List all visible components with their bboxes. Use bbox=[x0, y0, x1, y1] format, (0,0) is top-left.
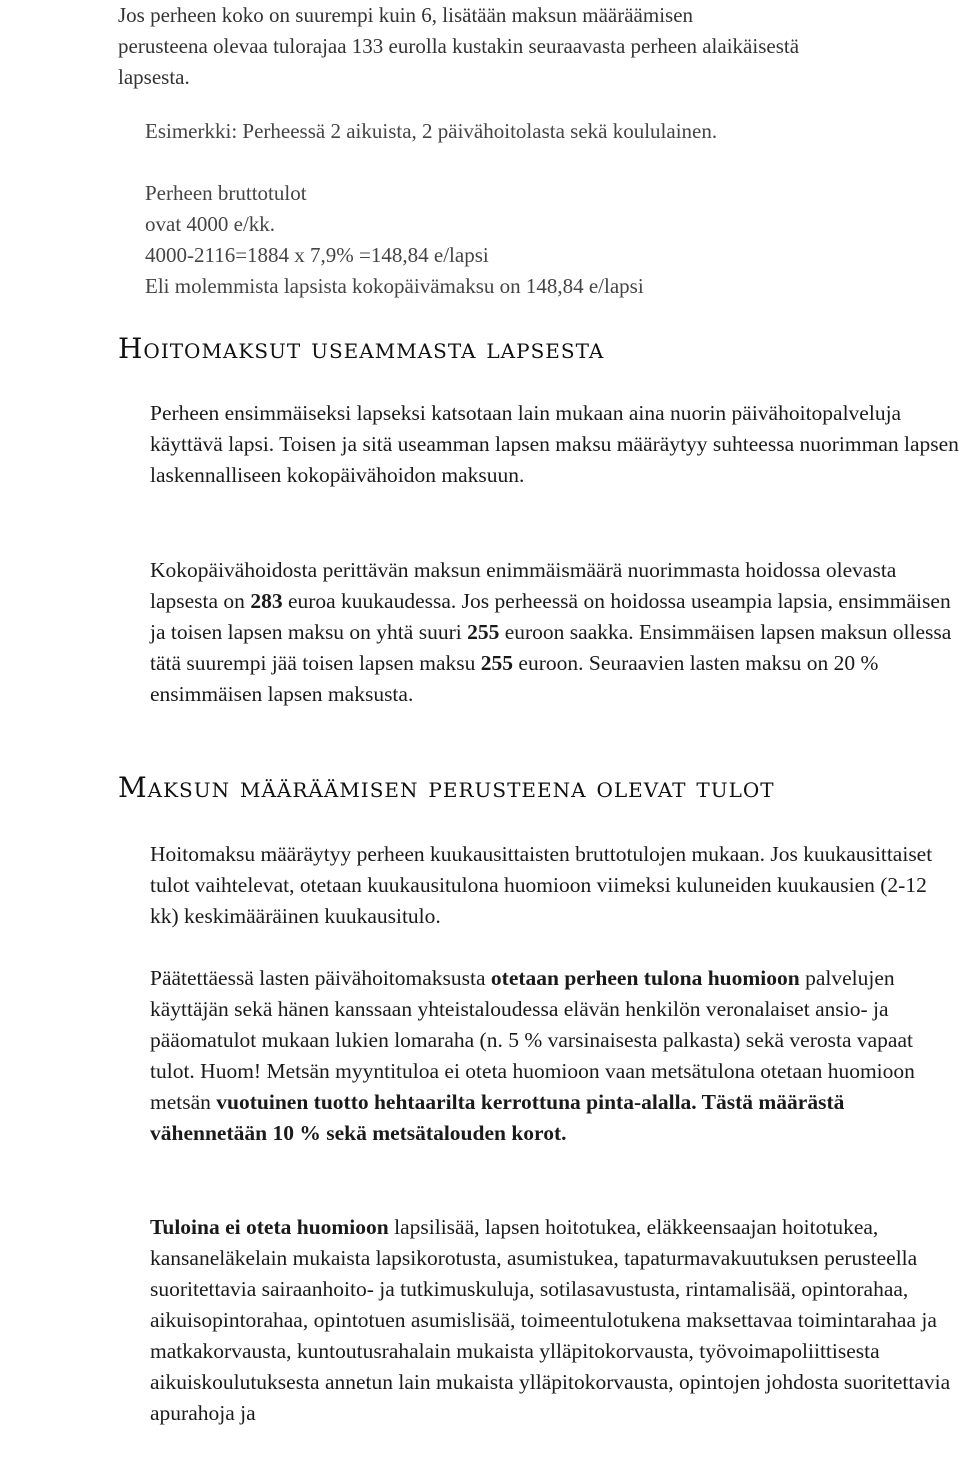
text-run: euroa kuukaudessa. Jos perheessä on hoidossa useampia lapsia, ensimmäisen ja toisen lapsen maksu on yhtä suuri bbox=[150, 589, 951, 644]
text-run: Kokopäivähoidosta perittävän maksun enimmäismäärä nuorimmasta hoidossa olevasta lapsesta on bbox=[150, 558, 897, 613]
intro-line: lapsesta. bbox=[118, 65, 190, 89]
example-line: 4000-2116=1884 x 7,9% =148,84 e/lapsi bbox=[145, 243, 489, 267]
text-run: Päätettäessä lasten päivähoitomaksusta bbox=[150, 966, 491, 990]
section-heading-multiple-children: Hoitomaksut useammasta lapsesta bbox=[118, 332, 605, 365]
intro-line: Jos perheen koko on suurempi kuin 6, lisätään maksun määräämisen bbox=[118, 3, 694, 27]
bold-run: otetaan perheen tulona huomioon bbox=[490, 966, 800, 990]
intro-line: perusteena olevaa tulorajaa 133 eurolla kustakin seuraavasta perheen alaikäisestä bbox=[118, 34, 800, 58]
example-line: Perheen bruttotulot bbox=[145, 181, 307, 205]
bold-run: vuotuinen tuotto hehtaarilta kerrottuna pinta-alalla. Tästä määrästä vähennetään 10 % sekä metsätalouden korot. bbox=[150, 1090, 845, 1145]
intro-paragraph bbox=[118, 0, 948, 93]
text-run: palvelujen käyttäjän sekä hänen kanssaan yhteistaloudessa elävän henkilön veronalaiset ansio- ja pääomatulot mukaan lukien lomaraha (n. 5 % varsinaisesta palkasta) sekä verosta vapaat tulot. Huom! Metsän myyntituloa ei oteta huomioon vaan metsätulona otetaan huomioon metsän bbox=[150, 966, 915, 1114]
example-title: Esimerkki: Perheessä 2 aikuista, 2 päivähoitolasta sekä koululainen. bbox=[145, 119, 718, 143]
text-run: euroon saakka. Ensimmäisen lapsen maksun ollessa tätä suurempi jää toisen lapsen maksu bbox=[150, 620, 952, 675]
amount-255: 255 bbox=[467, 620, 500, 644]
section-heading-income: Maksun määräämisen perusteena olevat tulot bbox=[118, 771, 775, 804]
example-calc bbox=[145, 178, 945, 302]
bold-run: Tuloina ei oteta huomioon bbox=[150, 1215, 389, 1239]
amount-255: 255 bbox=[480, 651, 514, 675]
section1-paragraph-2 bbox=[150, 555, 960, 710]
section2-paragraph-3 bbox=[150, 1212, 960, 1429]
section1-paragraph-1: Perheen ensimmäiseksi lapseksi katsotaan lain mukaan aina nuorin päivähoitopalveluja käyttävä lapsi. Toisen ja sitä useamman lapsen maksu määräytyy suhteessa nuorimman lapsen laskennalliseen kokopäivähoidon maksuun. bbox=[150, 401, 959, 487]
amount-283: 283 bbox=[250, 589, 283, 613]
section2-paragraph-1: Hoitomaksu määräytyy perheen kuukausittaisten bruttotulojen mukaan. Jos kuukausittaiset tulot vaihtelevat, otetaan kuukausitulona huomioon viimeksi kuluneiden kuukausien (2-12 kk) keskimääräinen kuukausitulo. bbox=[150, 842, 933, 928]
text-run: euroon. Seuraavien lasten maksu on 20 % ensimmäisen lapsen maksusta. bbox=[150, 651, 879, 706]
section2-paragraph-2 bbox=[150, 963, 960, 1149]
example-line: Eli molemmista lapsista kokopäivämaksu on 148,84 e/lapsi bbox=[145, 274, 644, 298]
text-run: lapsilisää, lapsen hoitotukea, eläkkeensaajan hoitotukea, kansaneläkelain mukaista lapsikorotusta, asumistukea, tapaturmavakuutuksen perusteella suoritettavia sairaanhoito- ja tutkimuskuluja, sotilasavustusta, rintamalisää, opintorahaa, aikuisopintorahaa, opintotuen asumislisää, toimeentulotukena maksettavaa toimintarahaa ja matkakorvausta, kuntoutusrahalain mukaista ylläpitokorvausta, työvoimapoliittisesta aikuiskoulutuksesta annetun lain mukaista ylläpitokorvausta, opintojen johdosta suoritettavia apurahoja ja bbox=[150, 1215, 951, 1425]
example-line: ovat 4000 e/kk. bbox=[145, 212, 276, 236]
